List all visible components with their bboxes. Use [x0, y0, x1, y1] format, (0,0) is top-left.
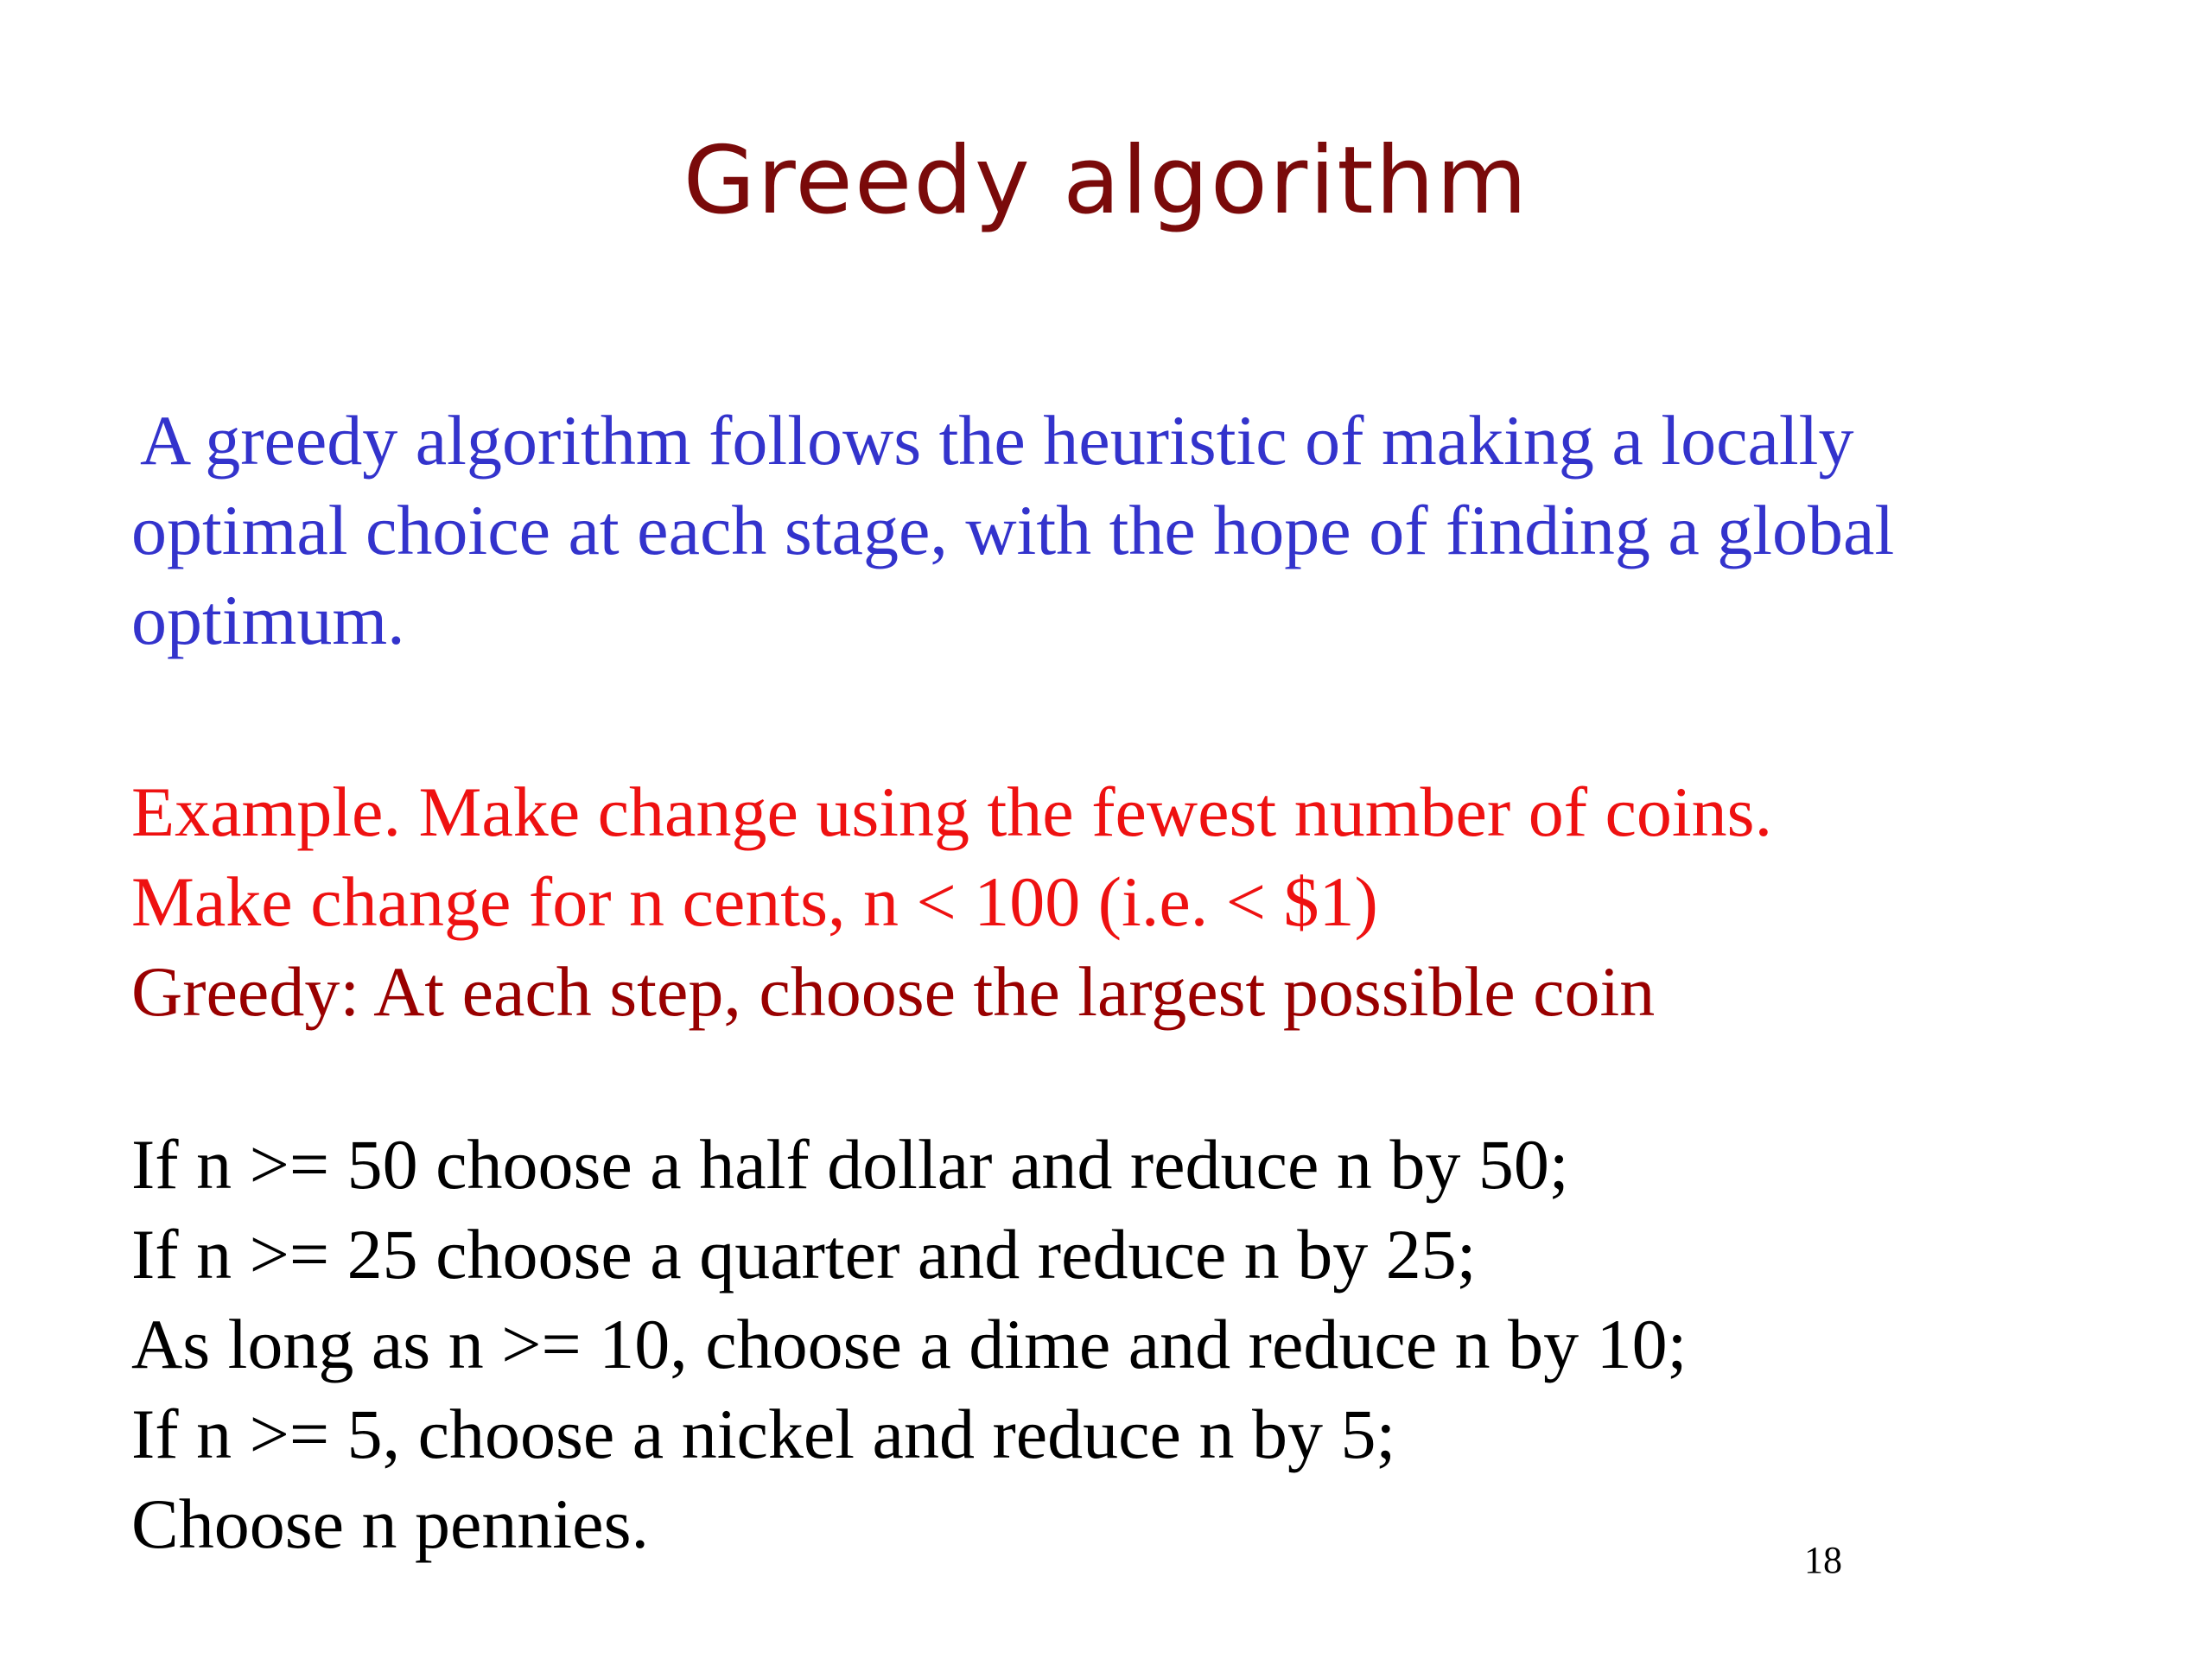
- example-line: Make change for n cents, n < 100 (i.e. < $1): [131, 862, 1378, 941]
- steps-list: [131, 1120, 1687, 1569]
- step-line: Choose n pennies.: [131, 1484, 649, 1563]
- greedy-rule-line: Greedy: At each step, choose the largest possible coin: [131, 952, 1656, 1031]
- page-number: 18: [1804, 1539, 1842, 1581]
- intro-line: optimum.: [131, 581, 405, 659]
- slide-title: Greedy algorithm: [683, 127, 1529, 235]
- step-line: If n >= 25 choose a quarter and reduce n by 25;: [131, 1215, 1477, 1294]
- step-line: If n >= 5, choose a nickel and reduce n by 5;: [131, 1395, 1396, 1473]
- step-line: If n >= 50 choose a half dollar and reduce n by 50;: [131, 1125, 1569, 1204]
- example-paragraph: [131, 767, 1772, 1037]
- intro-paragraph: [131, 396, 1894, 665]
- example-line: Example. Make change using the fewest number of coins.: [131, 772, 1773, 851]
- intro-line: optimal choice at each stage, with the hope of finding a global: [131, 491, 1895, 569]
- intro-line: A greedy algorithm follows the heuristic of making a locally: [140, 401, 1854, 480]
- step-line: As long as n >= 10, choose a dime and reduce n by 10;: [131, 1305, 1688, 1383]
